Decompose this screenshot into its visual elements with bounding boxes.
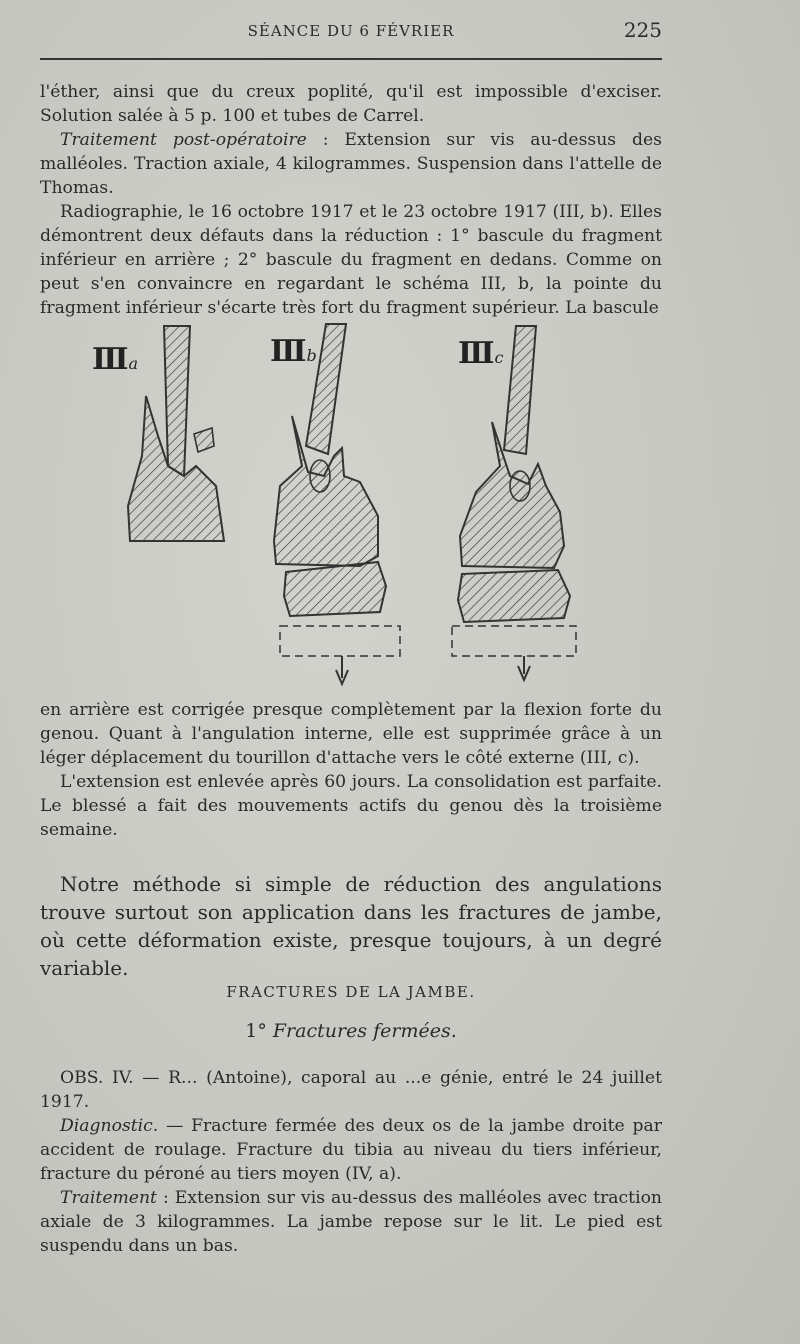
subsection-number: 1° <box>245 1020 267 1042</box>
paragraph: l'éther, ainsi que du creux poplité, qu'il est impossible d'exciser. Solution salée à 5 p. 100 et tubes de Carrel. <box>40 82 662 126</box>
paragraph: L'extension est enlevée après 60 jours. La consolidation est parfaite. Le blessé a fait des mouvements actifs du genou dès la troisième semaine. <box>40 772 662 840</box>
figure-label-b <box>270 334 317 369</box>
figure-label-sub: a <box>128 354 139 373</box>
italic-label: Traitement <box>60 1188 157 1208</box>
fracture-schema-figure <box>80 316 620 696</box>
diagram-b <box>274 324 400 684</box>
paragraph-text: : Extension sur vis au-dessus des malléoles. Traction axiale, 4 kilogrammes. Suspension dans l'attelle de Thomas. <box>40 130 662 198</box>
subsection-heading <box>40 1020 662 1042</box>
paragraph: Notre méthode si simple de réduction des angulations trouve surtout son application dans les fractures de jambe, où cette déformation existe, presque toujours, à un degré variable. <box>40 872 662 980</box>
paragraph <box>40 128 662 200</box>
paragraph-text: : Extension sur vis au-dessus des malléoles avec traction axiale de 3 kilogrammes. La jambe repose sur le lit. Le pied est suspendu dans un bas. <box>40 1188 662 1256</box>
figure-label-a <box>92 342 138 377</box>
page-header <box>40 18 662 48</box>
paragraph: Radiographie, le 16 octobre 1917 et le 23 octobre 1917 (III, b). Elles démontrent deux défauts dans la réduction : 1° bascule du fragment inférieur en arrière ; 2° bascule du fragment en dedans. Comme on peut s'en convaincre en regardant le schéma III, b, la pointe du fragment inférieur s'écarte très fort du fragment supérieur. La bascule <box>40 202 662 318</box>
fracture-diagrams <box>80 316 620 696</box>
page-number: 225 <box>623 18 662 42</box>
figure-label-main: Ⅲ <box>92 342 129 377</box>
paragraph-block-1 <box>40 80 662 320</box>
paragraph-block-4 <box>40 1066 662 1258</box>
paragraph-block-2 <box>40 698 662 842</box>
paragraph <box>40 1114 662 1186</box>
figure-label-sub: c <box>494 348 504 367</box>
diagram-c <box>452 326 576 680</box>
figure-label-main: Ⅲ <box>458 336 495 371</box>
diagram-a <box>128 326 224 541</box>
figure-label-main: Ⅲ <box>270 334 307 369</box>
subsection-title: Fractures fermées. <box>272 1020 457 1042</box>
italic-label: Traitement post-opératoire <box>60 130 307 150</box>
running-title: SÉANCE DU 6 FÉVRIER <box>247 22 455 40</box>
italic-label: Diagnostic <box>60 1116 153 1136</box>
paragraph-block-3 <box>40 870 662 982</box>
paragraph: OBS. IV. — R... (Antoine), caporal au ...e génie, entré le 24 juillet 1917. <box>40 1068 662 1112</box>
header-rule <box>40 58 662 60</box>
section-heading: FRACTURES DE LA JAMBE. <box>226 983 476 1001</box>
paragraph-text: . — Fracture fermée des deux os de la jambe droite par accident de roulage. Fracture du tibia au niveau du tiers inférieur, fracture du péroné au tiers moyen (IV, a). <box>40 1116 662 1184</box>
paragraph: en arrière est corrigée presque complètement par la flexion forte du genou. Quant à l'angulation interne, elle est supprimée grâce à un léger déplacement du tourillon d'attache vers le côté externe (III, c). <box>40 700 662 768</box>
paragraph <box>40 1186 662 1258</box>
figure-label-c <box>458 336 504 371</box>
figure-label-sub: b <box>306 346 317 365</box>
